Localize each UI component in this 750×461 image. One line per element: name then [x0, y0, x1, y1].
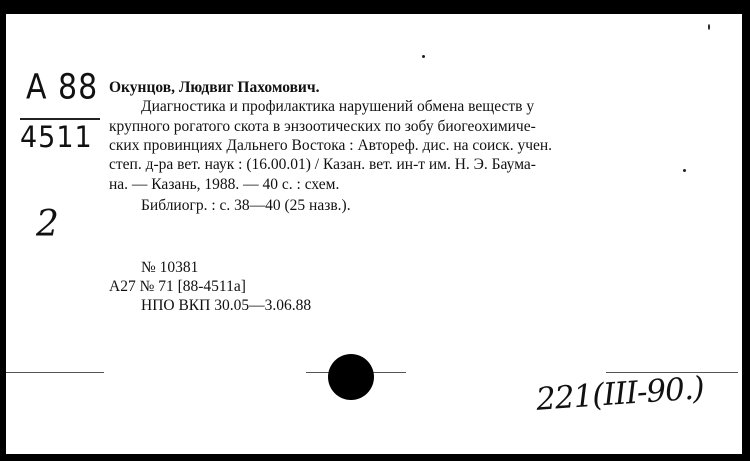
speck [422, 55, 425, 58]
accession-stamp: 221(III-90.) [534, 370, 705, 418]
punch-hole [328, 354, 374, 400]
speck [708, 24, 710, 30]
copy-mark: 2 [36, 204, 59, 245]
speck [683, 169, 686, 172]
shelf-mark-top: A 88 [26, 67, 99, 108]
title-line-3: ских провинциях Дальнего Востока : Автореф. дис. на соиск. учен. [109, 137, 553, 154]
shelf-mark-divider [20, 118, 100, 120]
author-heading: Окунцов, Людвиг Пахомович. [109, 79, 320, 96]
bibliography-note: Библиогр. : с. 38—40 (25 назв.). [141, 197, 351, 214]
catalog-code: А27 № 71 [88-4511а] [109, 278, 246, 295]
shelf-mark-bottom: 4511 [20, 120, 93, 155]
catalog-card [6, 14, 742, 454]
bottom-rule-left [6, 372, 104, 373]
title-line-2: крупного рогатого скота в энзоотических по зобу биогеохимиче- [109, 118, 536, 135]
title-line-4: степ. д-ра вет. наук : (16.00.01) / Казан. вет. ин-т им. Н. Э. Баума- [109, 156, 536, 173]
npo-line: НПО ВКП 30.05—3.06.88 [141, 297, 312, 314]
record-number: № 10381 [141, 259, 199, 276]
title-line-1: Диагностика и профилактика нарушений обмена веществ у [141, 98, 535, 115]
title-line-5: на. — Казань, 1988. — 40 с. : схем. [109, 176, 340, 193]
